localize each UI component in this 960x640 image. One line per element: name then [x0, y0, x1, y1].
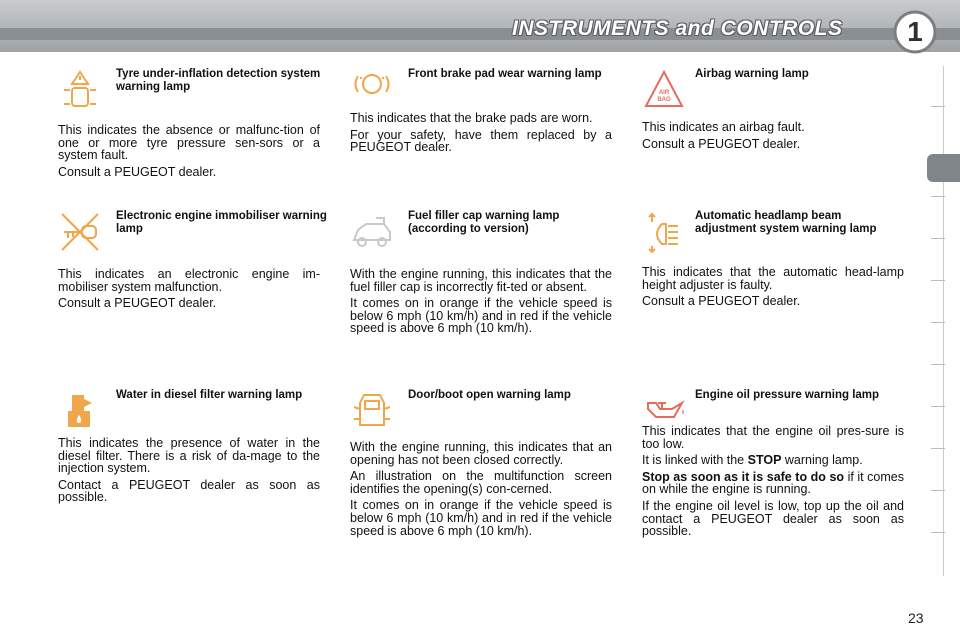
item-paragraph [642, 471, 904, 496]
safety-instruction: Stop as soon as it is safe to do so [642, 469, 845, 484]
chapter-tab-divider [931, 280, 945, 281]
chapter-tab-divider [931, 448, 945, 449]
chapter-tab-divider [931, 106, 945, 107]
item-paragraph: This indicates that the brake pads are worn. [350, 111, 593, 125]
item-title: Door/boot open warning lamp [408, 389, 571, 401]
item-paragraph: Consult a PEUGEOT dealer. [642, 136, 801, 151]
item-paragraph: This indicates an airbag fault. [642, 120, 805, 134]
chapter-tab-divider [931, 364, 945, 365]
item-title: Automatic headlamp beam adjustment system warning lamp [695, 210, 877, 235]
item-body [350, 112, 612, 158]
text-run: warning lamp. [781, 453, 863, 468]
svg-text:BAG: BAG [657, 97, 671, 103]
item-paragraph: For your safety, have them replaced by a PEUGEOT dealer. [350, 127, 612, 155]
text-run: It is linked with the [642, 453, 748, 468]
item-title: Airbag warning lamp [695, 68, 809, 80]
immobiliser-key-icon [58, 210, 102, 254]
brake-pad-icon [350, 68, 394, 112]
door-open-icon [350, 389, 394, 433]
chapter-number: 1 [907, 16, 923, 47]
item-title: Front brake pad wear warning lamp [408, 68, 602, 80]
item-paragraph: This indicates an electronic engine im-mobiliser system malfunction. [58, 267, 320, 294]
page-number: 23 [908, 610, 924, 626]
item-paragraph: With the engine running, this indicates that an opening has not been closed correctly. [350, 440, 612, 467]
chapter-tab-divider [931, 238, 945, 239]
item-body [350, 441, 612, 541]
item-paragraph: Consult a PEUGEOT dealer. [58, 296, 217, 311]
chapter-badge [888, 10, 942, 54]
item-body [58, 268, 320, 314]
item-paragraph [642, 454, 904, 467]
svg-text:AIR: AIR [658, 90, 670, 96]
airbag-icon [642, 68, 686, 112]
fuel-cap-icon [350, 210, 394, 254]
item-title: Electronic engine immobiliser warning lamp [116, 210, 327, 235]
chapter-tab-divider [931, 406, 945, 407]
item-paragraph: It comes on in orange if the vehicle speed is below 6 mph (10 km/h) and in red if the vehicle speed is above 6 mph (10 km/h). [350, 498, 612, 538]
item-body [642, 425, 904, 542]
item-paragraph: An illustration on the multifunction screen identifies the opening(s) con-cerned. [350, 469, 612, 496]
item-body [642, 121, 904, 154]
item-body [58, 437, 320, 508]
active-chapter-tab [927, 154, 960, 182]
page-title: INSTRUMENTS and CONTROLS [512, 17, 843, 40]
item-paragraph: This indicates that the engine oil pres-sure is too low. [642, 424, 904, 451]
chapter-tabs [927, 66, 960, 576]
stop-lamp-name: STOP [747, 453, 782, 468]
item-paragraph: This indicates the presence of water in the diesel filter. There is a risk of da-mage to the injection system. [58, 436, 320, 476]
chapter-tab-divider [931, 322, 945, 323]
tyre-pressure-icon [58, 68, 102, 112]
item-paragraph: If the engine oil level is low, top up the oil and contact a PEUGEOT dealer as soon as possible. [642, 498, 904, 539]
item-paragraph: Consult a PEUGEOT dealer. [642, 294, 801, 309]
item-body [58, 124, 320, 182]
chapter-tab-divider [931, 490, 945, 491]
headlamp-adjust-icon [642, 210, 686, 254]
page-header [0, 0, 960, 52]
item-paragraph: This indicates that the automatic head-lamp height adjuster is faulty. [642, 265, 904, 292]
tab-edge [943, 66, 944, 576]
item-paragraph: Contact a PEUGEOT dealer as soon as possible. [58, 477, 320, 505]
text-run: if it comes on while the engine is running. [642, 469, 904, 497]
chapter-tab-divider [931, 196, 945, 197]
item-body [642, 266, 904, 312]
item-paragraph: It comes on in orange if the vehicle speed is below 6 mph (10 km/h) and in red if the vehicle speed is above 6 mph (10 km/h). [350, 296, 612, 336]
item-paragraph: Consult a PEUGEOT dealer. [58, 164, 217, 179]
item-title: Fuel filler cap warning lamp (according to version) [408, 210, 560, 235]
chapter-tab-divider [931, 532, 945, 533]
item-title: Water in diesel filter warning lamp [116, 389, 303, 401]
item-paragraph: This indicates the absence or malfunc-tion of one or more tyre pressure sen-sors or a system fault. [58, 123, 320, 163]
water-in-diesel-icon [58, 389, 102, 433]
item-title: Engine oil pressure warning lamp [695, 389, 880, 401]
item-paragraph: With the engine running, this indicates that the fuel filler cap is incorrectly fit-ted or absent. [350, 267, 612, 294]
item-body [350, 268, 612, 339]
item-title: Tyre under-inflation detection system warning lamp [116, 68, 321, 93]
